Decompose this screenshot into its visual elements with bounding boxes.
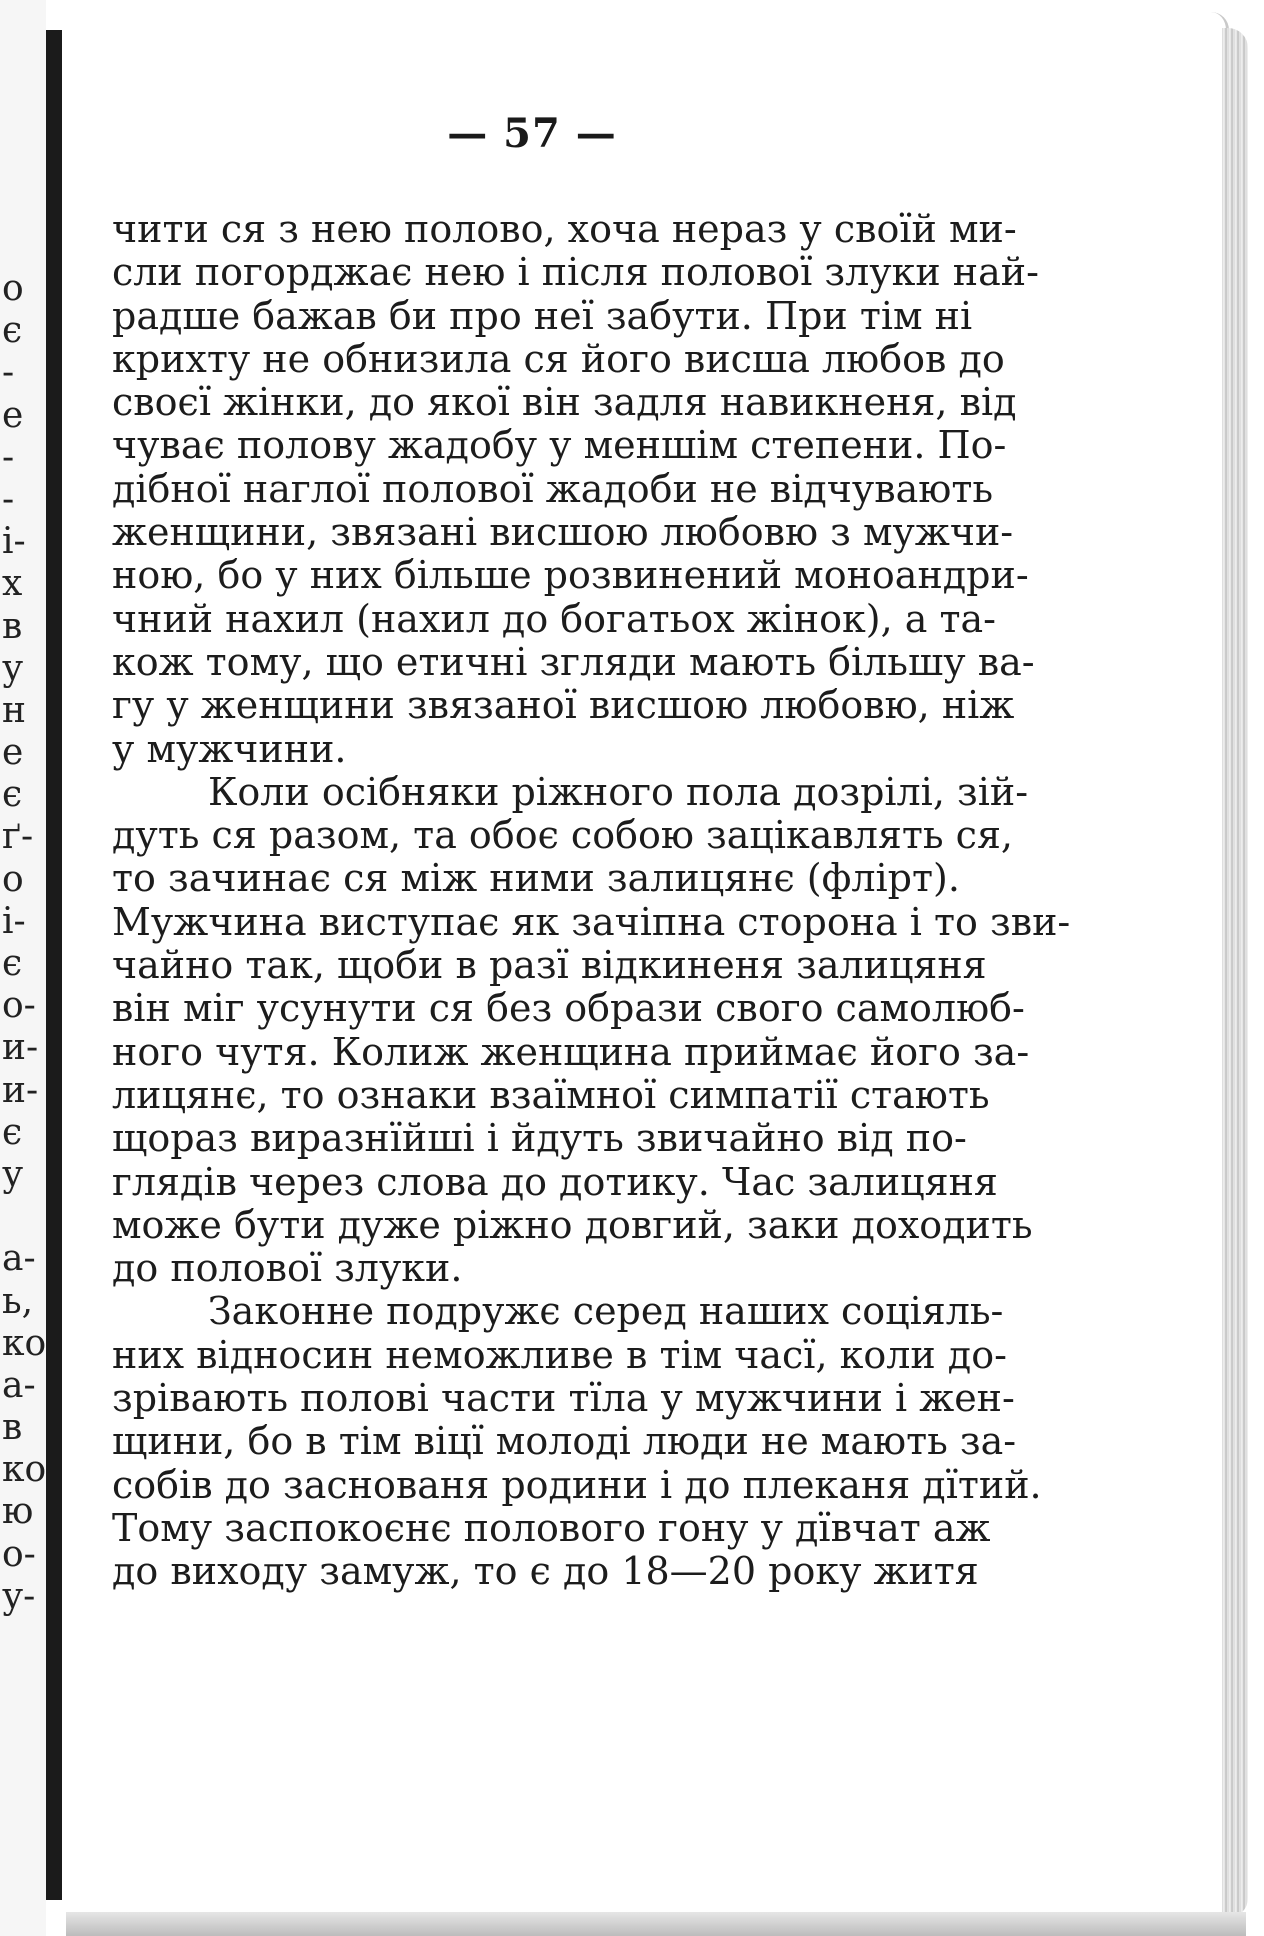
left-page-fragment: і- [2, 521, 26, 563]
left-page-fragment: о [2, 858, 24, 900]
left-page-fragment: у [2, 1153, 24, 1195]
left-page-fragment: е [2, 732, 24, 774]
text-line: чний нахил (нахил до богатьох жінок), а та- [112, 596, 997, 641]
text-line: сли погорджає нею і після полової злуки най- [112, 250, 1039, 295]
text-line: кож тому, що етичні згляди мають більшу ва- [112, 639, 1035, 684]
left-page-fragment: є [2, 774, 23, 816]
left-page-fragment: - [2, 352, 15, 394]
page-text [112, 207, 1071, 1594]
left-page-fragment: у- [2, 1575, 36, 1617]
text-line: у мужчини. [112, 726, 347, 771]
text-line: ного чутя. Колиж женщина приймає його за- [112, 1029, 1030, 1074]
left-page-fragment: а- [2, 1364, 36, 1406]
left-page-fragment: є [2, 310, 23, 352]
text-line: до виходу замуж, то є до 18—20 року житя [112, 1549, 979, 1594]
text-line: них відносин неможливе в тім часї, коли до- [112, 1332, 1007, 1377]
paragraph [112, 769, 1071, 1291]
book-gutter [46, 30, 62, 1900]
text-line: Мужчина виступає як зачіпна сторона і то зви- [112, 899, 1071, 944]
text-line: він міг усунути ся без образи свого самолюб- [112, 986, 1025, 1031]
text-line: лицянє, то ознаки взаїмної симпатії стають [112, 1072, 990, 1117]
text-line: гу у женщини звязаної висшою любовю, ніж [112, 683, 1015, 728]
left-page-fragment: і- [2, 900, 26, 942]
left-page-fragment: - [2, 478, 15, 520]
text-line: женщини, звязані висшою любовю з мужчи- [112, 510, 1014, 555]
text-line: зрівають полові части тїла у мужчини і жен- [112, 1376, 1015, 1421]
left-page-fragment: - [2, 436, 15, 478]
left-page-fragment [2, 1196, 42, 1238]
paragraph [112, 1289, 1042, 1594]
left-page-fragment: о- [2, 1533, 36, 1575]
page-bottom-shadow [66, 1912, 1246, 1936]
text-line: Законне подружє серед наших соціяль- [208, 1289, 1004, 1334]
left-page-fragment: в [2, 1407, 23, 1449]
text-line: то зачинає ся між ними залицянє (флірт). [112, 856, 960, 901]
text-line: глядів через слова до дотику. Час залицяня [112, 1159, 998, 1204]
text-line: щораз виразнїйші і йдуть звичайно від по- [112, 1116, 967, 1161]
text-line: дібної наглої полової жадоби не відчувають [112, 466, 994, 511]
text-line: Тому заспокоєнє полового гону у дївчат аж [112, 1505, 991, 1550]
left-page-fragment: o [2, 268, 24, 309]
text-line: своєї жінки, до якої він задля навикненя, від [112, 380, 1017, 425]
left-adjacent-page [0, 0, 46, 1936]
text-line: чити ся з нею полово, хоча нераз у своїй ми- [112, 207, 1017, 251]
left-page-fragment: н [2, 689, 26, 731]
text-line: ною, бо у них більше розвинений моноандри- [112, 553, 1029, 598]
page-edge [1222, 28, 1248, 1918]
left-page-fragment: а- [2, 1238, 36, 1280]
page-number: — 57 — [447, 110, 617, 157]
left-page-fragment: е [2, 394, 24, 436]
text-line: може бути дуже ріжно довгий, заки доходить [112, 1202, 1033, 1247]
left-page-fragment: и- [2, 1027, 39, 1069]
text-line: Коли осібняки ріжного пола дозрілі, зій- [208, 769, 1029, 814]
text-line: щини, бо в тім віцї молоді люди не мають за- [112, 1419, 1017, 1464]
left-page-fragment: ґ- [2, 816, 34, 858]
left-page-fragment: є [2, 1111, 23, 1153]
left-page-fragment: ь, [2, 1280, 34, 1322]
left-page-fragment: ко [2, 1322, 46, 1364]
text-line: дуть ся разом, та обоє собою зацікавлять ся, [112, 813, 1014, 858]
text-line: чайно так, щоби в разї відкиненя залицяня [112, 943, 987, 988]
left-page-fragment: х [2, 563, 23, 605]
left-page-fragment: и- [2, 1069, 39, 1111]
left-page-fragment: у [2, 647, 24, 689]
text-line: радше бажав би про неї забути. При тім ні [112, 293, 973, 338]
left-page-fragment: ко [2, 1449, 46, 1491]
paragraph [112, 207, 1039, 771]
text-line: крихту не обнизила ся його висша любов до [112, 336, 1005, 381]
left-page-fragment: ю [2, 1491, 34, 1533]
left-page-fragment: в [2, 605, 23, 647]
text-line: до полової злуки. [112, 1246, 463, 1291]
left-page-fragment: о- [2, 985, 36, 1027]
left-page-line-endings [2, 268, 46, 1618]
text-line: чуває полову жадобу у меншім степени. По- [112, 423, 1007, 468]
left-page-fragment: є [2, 943, 23, 984]
text-line: собів до заснованя родини і до плеканя дїтий. [112, 1462, 1042, 1507]
